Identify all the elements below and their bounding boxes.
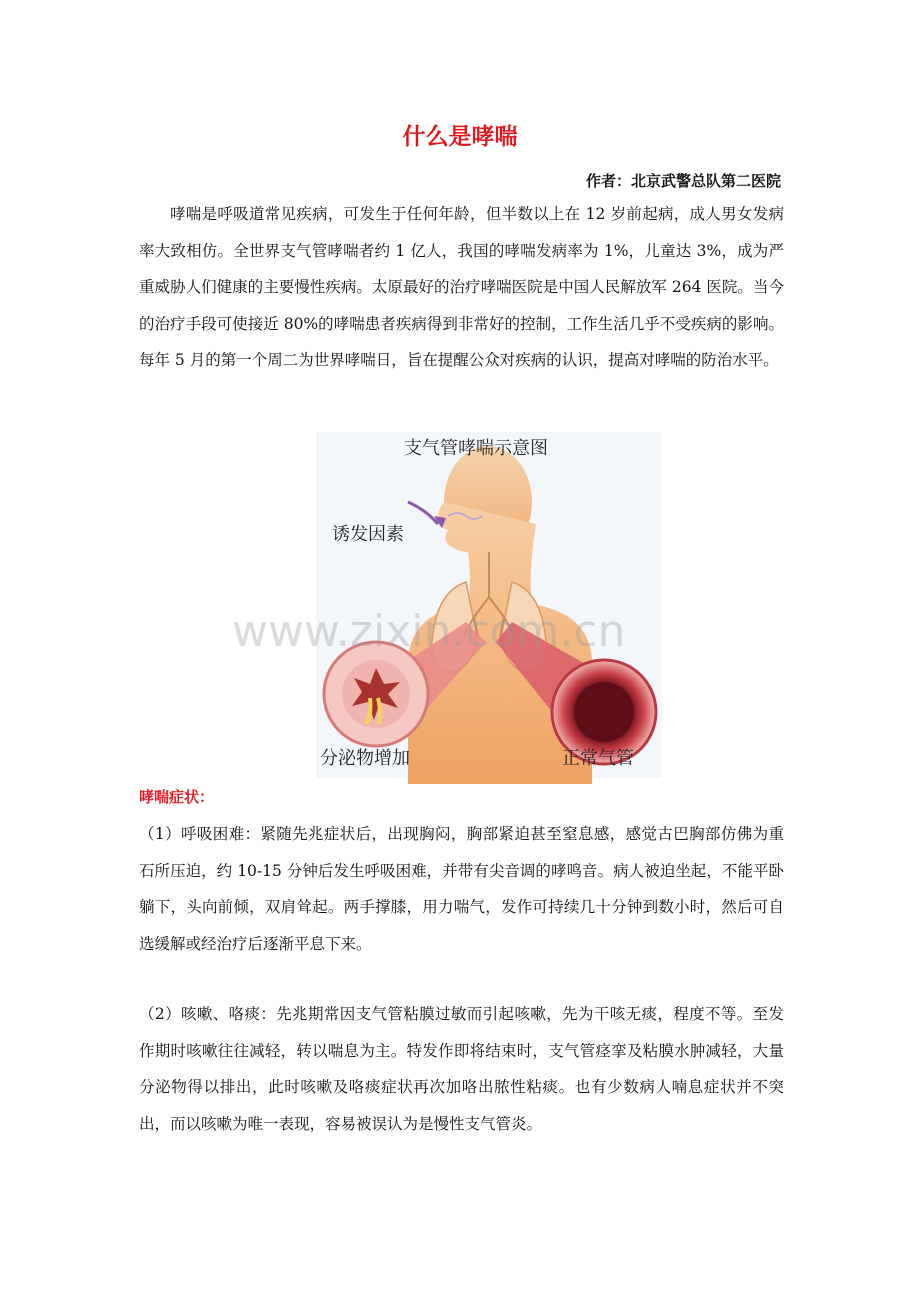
label-normal-airway: 正常气管: [562, 748, 634, 769]
symptom-item-2: （2）咳嗽、咯痰：先兆期常因支气管粘膜过敏而引起咳嗽，先为干咳无痰，程度不等。至发作期时咳嗽往往减轻，转以喘息为主。特发作即将结束时，支气管痉挛及粘膜水肿减轻，大量分泌物得以排出，此时咳嗽及咯痰症状再次加咯出脓性粘痰。也有少数病人喃息症状并不突出，而以咳嗽为唯一表现，容易被误认为是慢性支气管炎。: [139, 1005, 784, 1133]
trigger-arrow: [408, 502, 438, 524]
asthma-diagram: [232, 432, 662, 778]
diagram-title: 支气管哮喘示意图: [404, 438, 548, 459]
symptom-item-1: （1）呼吸困难：紧随先兆症状后，出现胸闷，胸部紧迫甚至窒息感，感觉古巴胸部仿佛为重石所压迫，约 10-15 分钟后发生呼吸困难，并带有尖音调的哮鸣音。病人被迫坐起，不能平卧躺下，头向前倾，双肩耸起。两手撑膝，用力喘气，发作可持续几十分钟到数小时，然后可自选缓解或经治疗后逐渐平息下来。: [139, 825, 784, 953]
watermark-text: www.zixin.com.cn: [232, 606, 626, 657]
symptoms-heading: 哮喘症状：: [139, 788, 215, 806]
label-trigger: 诱发因素: [332, 524, 404, 545]
document-title: 什么是哮喘: [402, 124, 518, 150]
intro-paragraph: 哮喘是呼吸道常见疾病，可发生于任何年龄，但半数以上在 12 岁前起病，成人男女发病率大致相仿。全世界支气管哮喘者约 1 亿人，我国的哮喘发病率为 1%，儿童达 3%，成为严重威胁人们健康的主要慢性疾病。太原最好的治疗哮喘医院是中国人民解放军 264 医院。当今的治疗手段可使接近 80%的哮喘患者疾病得到非常好的控制，工作生活几乎不受疾病的影响。每年 5 月的第一个周二为世界哮喘日，旨在提醒公众对疾病的认识，提高对哮喘的防治水平。: [139, 205, 784, 369]
author-line: 作者：北京武警总队第二医院: [585, 172, 781, 190]
label-secretion: 分泌物增加: [320, 748, 410, 769]
asthma-diagram-figure: [232, 432, 662, 778]
